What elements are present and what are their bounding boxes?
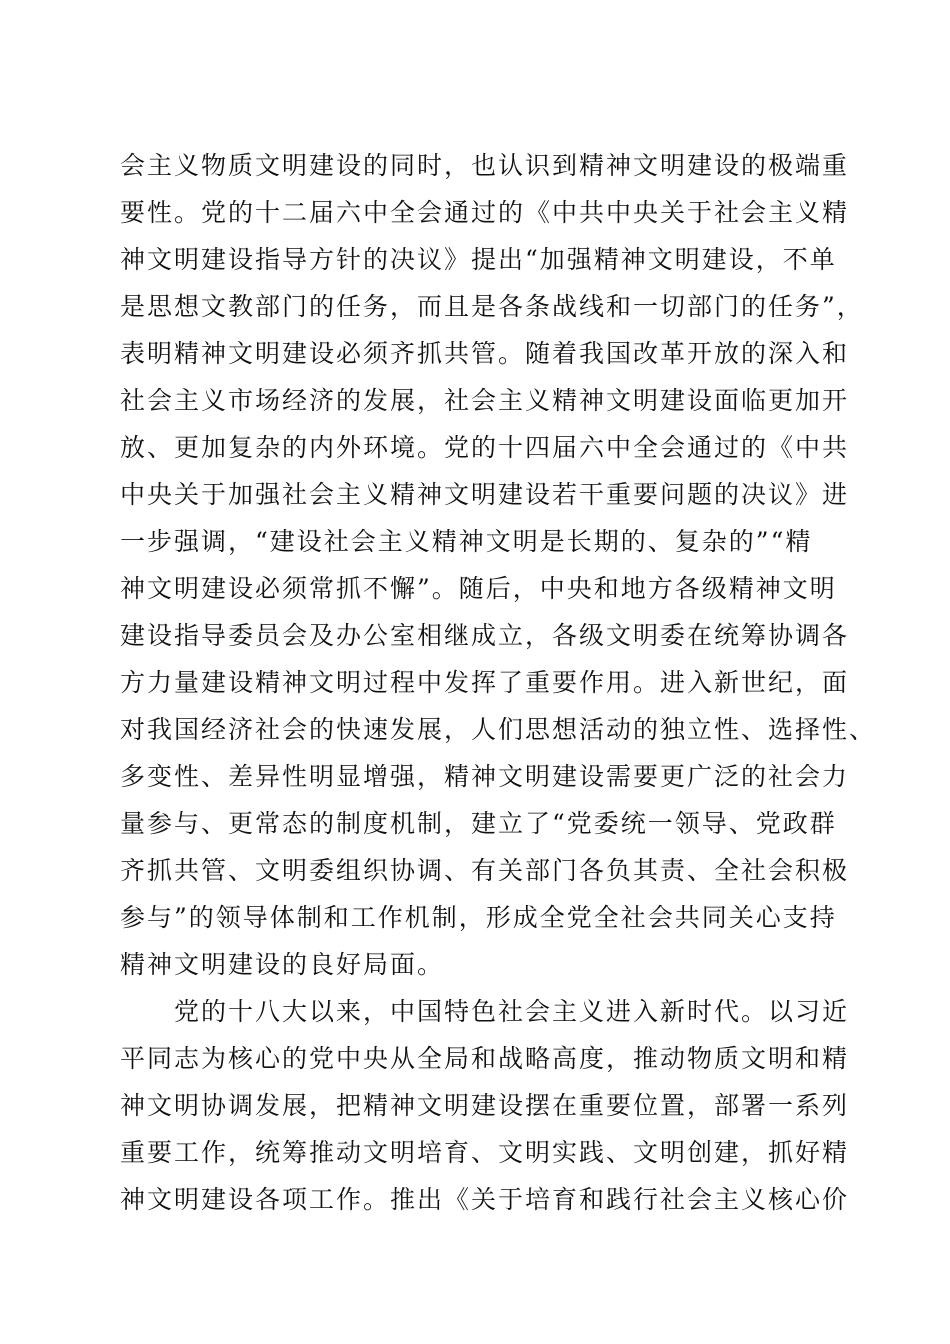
text-line: 神文明建设各项工作。推出《关于培育和践行社会主义核心价 — [120, 1185, 850, 1214]
text-line: 中央关于加强社会主义精神文明建设若干重要问题的决议》进 — [120, 480, 850, 509]
text-line: 神文明协调发展，把精神文明建设摆在重要位置，部署一系列 — [120, 1091, 850, 1120]
text-line: 平同志为核心的党中央从全局和战略高度，推动物质文明和精 — [120, 1044, 850, 1073]
text-line: 表明精神文明建设必须齐抓共管。随着我国改革开放的深入和 — [120, 339, 850, 368]
text-line: 要性。党的十二届六中全会通过的《中共中央关于社会主义精 — [120, 198, 850, 227]
text-line: 一步强调，“建设社会主义精神文明是长期的、复杂的”“精 — [120, 527, 813, 556]
text-line: 多变性、差异性明显增强，精神文明建设需要更广泛的社会力 — [120, 762, 850, 791]
text-line: 齐抓共管、文明委组织协调、有关部门各负其责、全社会积极 — [120, 856, 850, 885]
body-text — [120, 142, 877, 1223]
text-line: 社会主义市场经济的发展，社会主义精神文明建设面临更加开 — [120, 386, 850, 415]
text-line: 神文明建设指导方针的决议》提出“加强精神文明建设，不单 — [120, 245, 837, 274]
text-line: 是思想文教部门的任务，而且是各条战线和一切部门的任务”， — [120, 292, 864, 321]
text-line: 神文明建设必须常抓不懈”。随后，中央和地方各级精神文明 — [120, 574, 837, 603]
text-line: 放、更加复杂的内外环境。党的十四届六中全会通过的《中共 — [120, 433, 850, 462]
text-line: 方力量建设精神文明过程中发挥了重要作用。进入新世纪，面 — [120, 668, 850, 697]
text-line: 量参与、更常态的制度机制，建立了“党委统一领导、党政群 — [120, 809, 837, 838]
text-line: 对我国经济社会的快速发展，人们思想活动的独立性、选择性、 — [120, 715, 877, 744]
text-line: 重要工作，统筹推动文明培育、文明实践、文明创建，抓好精 — [120, 1138, 850, 1167]
text-line: 精神文明建设的良好局面。 — [120, 950, 445, 979]
text-line: 建设指导委员会及办公室相继成立，各级文明委在统筹协调各 — [120, 621, 850, 650]
text-line: 参与”的领导体制和工作机制，形成全党全社会共同关心支持 — [120, 903, 837, 932]
text-line: 会主义物质文明建设的同时，也认识到精神文明建设的极端重 — [120, 151, 850, 180]
text-line: 党的十八大以来，中国特色社会主义进入新时代。以习近 — [120, 997, 850, 1026]
